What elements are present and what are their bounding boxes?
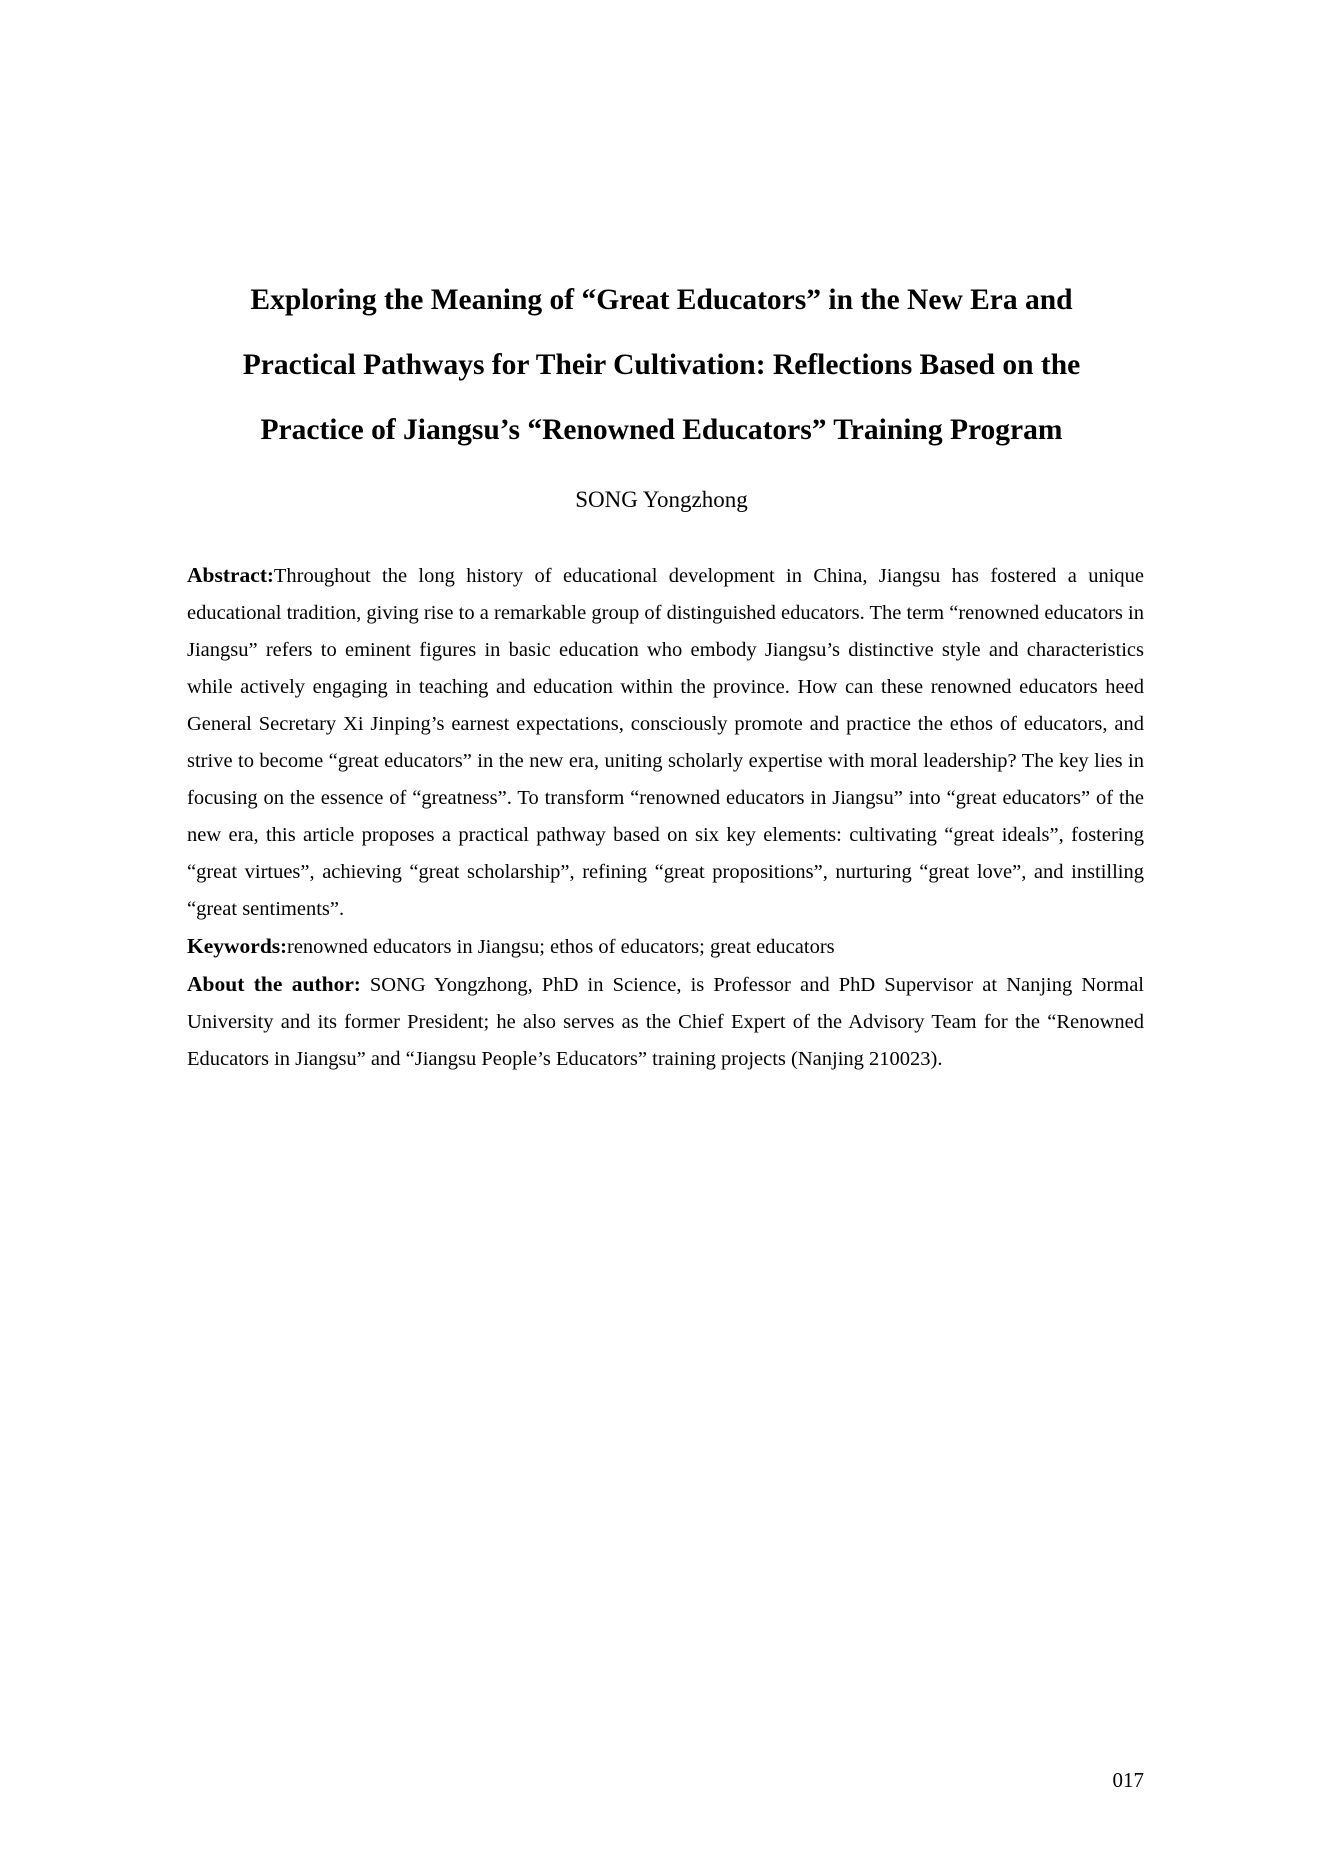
abstract-text: Throughout the long history of educational development in China, Jiangsu has fostered a unique educational tradition, giving rise to a remarkable group of distinguished educators. The term “renowned educators in Jiangsu” refers to eminent figures in basic education who embody Jiangsu’s distinctive style and characteristics while actively engaging in teaching and education within the province. How can these renowned educators heed General Secretary Xi Jinping’s earnest expectations, consciously promote and practice the ethos of educators, and strive to become “great educators” in the new era, uniting scholarly expertise with moral leadership? The key lies in focusing on the essence of “greatness”. To transform “renowned educators in Jiangsu” into “great educators” of the new era, this article proposes a practical pathway based on six key elements: cultivating “great ideals”, fostering “great virtues”, achieving “great scholarship”, refining “great propositions”, nurturing “great love”, and instilling “great sentiments”. [187, 565, 1144, 920]
abstract-separator: : [267, 565, 274, 587]
title-line-1: Exploring the Meaning of “Great Educators” in the New Era and [250, 284, 1073, 316]
front-matter [187, 557, 1144, 1078]
keywords-separator: : [280, 936, 287, 958]
abstract-paragraph [187, 557, 1144, 928]
about-author-label: About the author [187, 972, 354, 996]
about-author-text: SONG Yongzhong, PhD in Science, is Professor and PhD Supervisor at Nanjing Normal University and its former President; he also serves as the Chief Expert of the Advisory Team for the “Renowned Educators in Jiangsu” and “Jiangsu People’s Educators” training projects (Nanjing 210023). [187, 974, 1144, 1070]
title-line-3: Practice of Jiangsu’s “Renowned Educators” Training Program [260, 414, 1063, 446]
title-line-2: Practical Pathways for Their Cultivation: Reflections Based on the [242, 349, 1081, 381]
page-number: 017 [1112, 1768, 1144, 1792]
paper-title [150, 268, 1173, 463]
about-author-paragraph [187, 966, 1144, 1078]
abstract-label: Abstract [187, 563, 268, 587]
about-author-separator: : [353, 974, 361, 996]
author-name: SONG Yongzhong [575, 487, 748, 512]
keywords-text: renowned educators in Jiangsu; ethos of educators; great educators [287, 936, 835, 958]
keywords-paragraph [187, 928, 1144, 966]
keywords-label: Keywords [187, 934, 281, 958]
